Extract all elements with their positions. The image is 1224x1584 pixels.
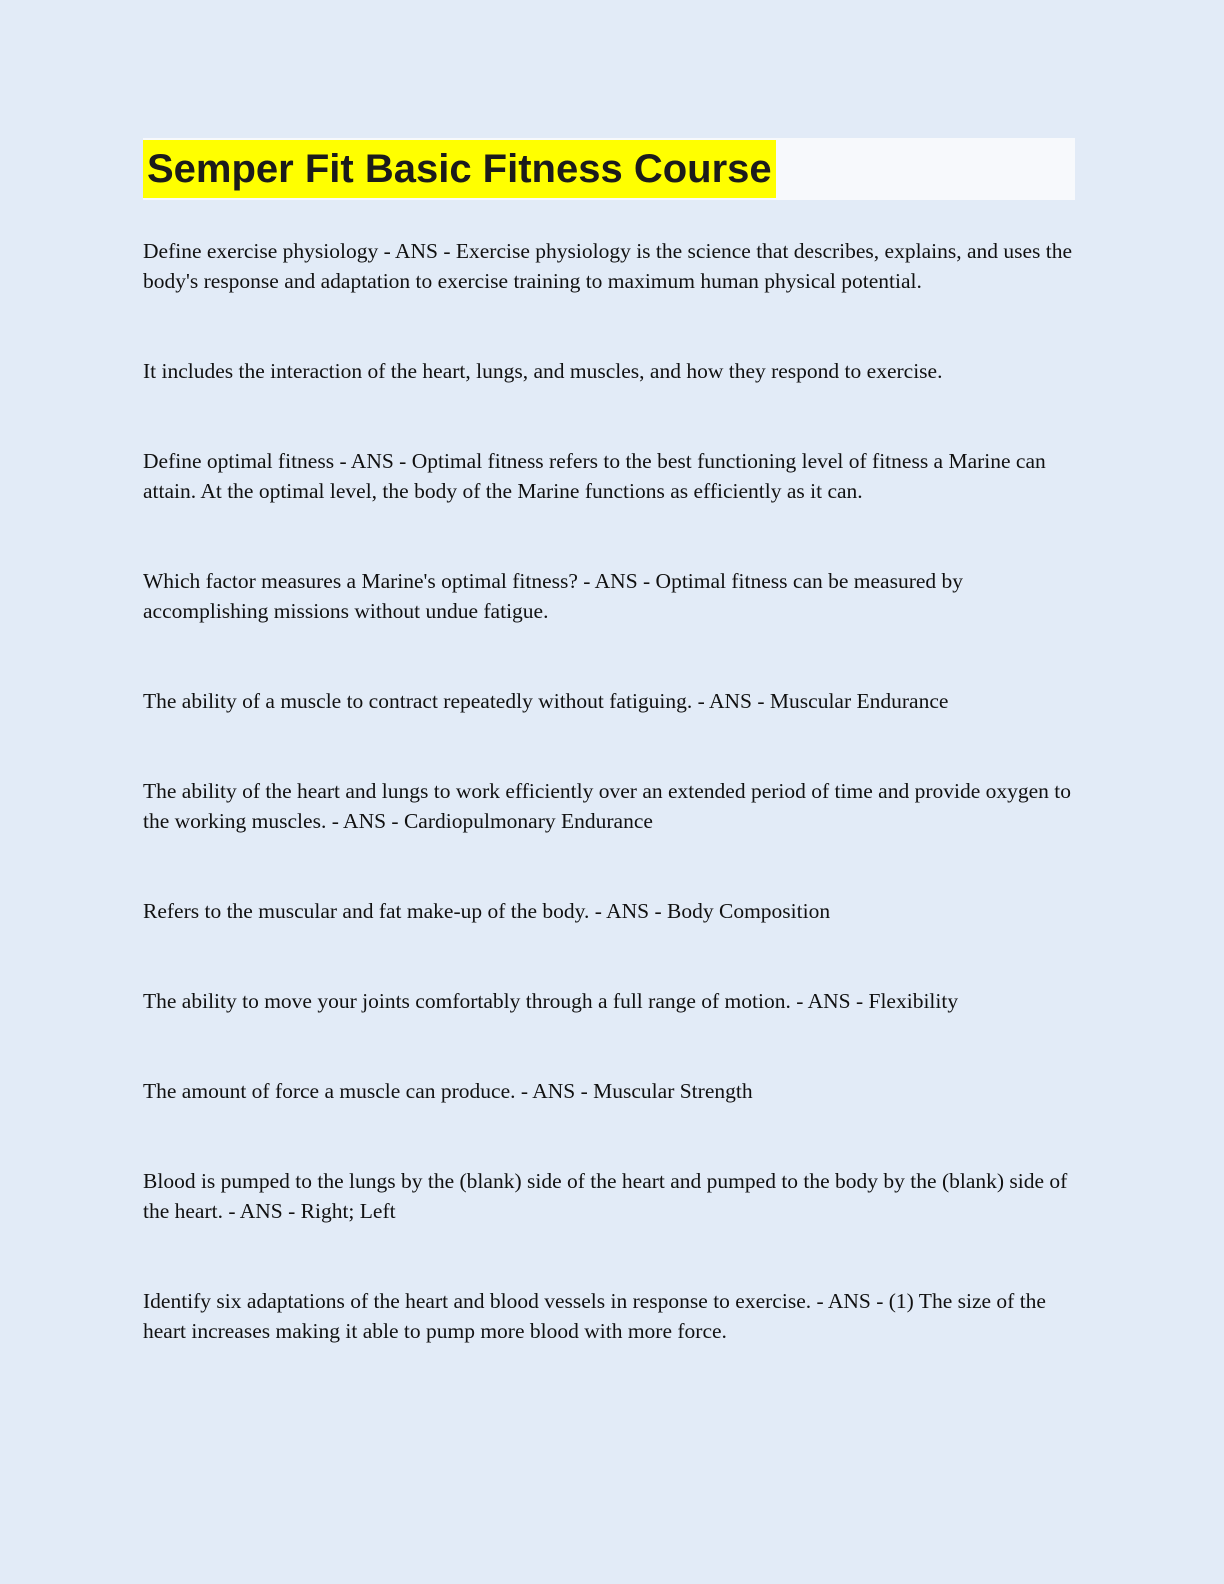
paragraph: The ability of the heart and lungs to work efficiently over an extended period of time and provide oxygen to the working muscles. - ANS - Cardiopulmonary Endurance xyxy=(143,779,1072,833)
paragraph: Define exercise physiology - ANS - Exercise physiology is the science that describes, explains, and uses the body's response and adaptation to exercise training to maximum human physical potential. xyxy=(143,239,1073,293)
paragraph: The ability to move your joints comfortably through a full range of motion. - ANS - Flexibility xyxy=(143,989,959,1013)
paragraph: Which factor measures a Marine's optimal fitness? - ANS - Optimal fitness can be measured by accomplishing missions without undue fatigue. xyxy=(143,569,964,623)
page-title: Semper Fit Basic Fitness Course xyxy=(143,140,776,198)
document-body xyxy=(143,236,1075,1346)
paragraph: Define optimal fitness - ANS - Optimal fitness refers to the best functioning level of fitness a Marine can attain. At the optimal level, the body of the Marine functions as efficiently as it can. xyxy=(143,449,1046,503)
paragraph: Identify six adaptations of the heart and blood vessels in response to exercise. - ANS - (1) The size of the heart increases making it able to pump more blood with more force. xyxy=(143,1289,1046,1343)
paragraph: Refers to the muscular and fat make-up of the body. - ANS - Body Composition xyxy=(143,899,831,923)
paragraph: Blood is pumped to the lungs by the (blank) side of the heart and pumped to the body by the (blank) side of the heart. - ANS - Right; Left xyxy=(143,1169,1068,1223)
paragraph: It includes the interaction of the heart, lungs, and muscles, and how they respond to exercise. xyxy=(143,359,943,383)
paragraph: The amount of force a muscle can produce. - ANS - Muscular Strength xyxy=(143,1079,753,1103)
title-banner xyxy=(143,138,1075,200)
paragraph: The ability of a muscle to contract repeatedly without fatiguing. - ANS - Muscular Endurance xyxy=(143,689,949,713)
